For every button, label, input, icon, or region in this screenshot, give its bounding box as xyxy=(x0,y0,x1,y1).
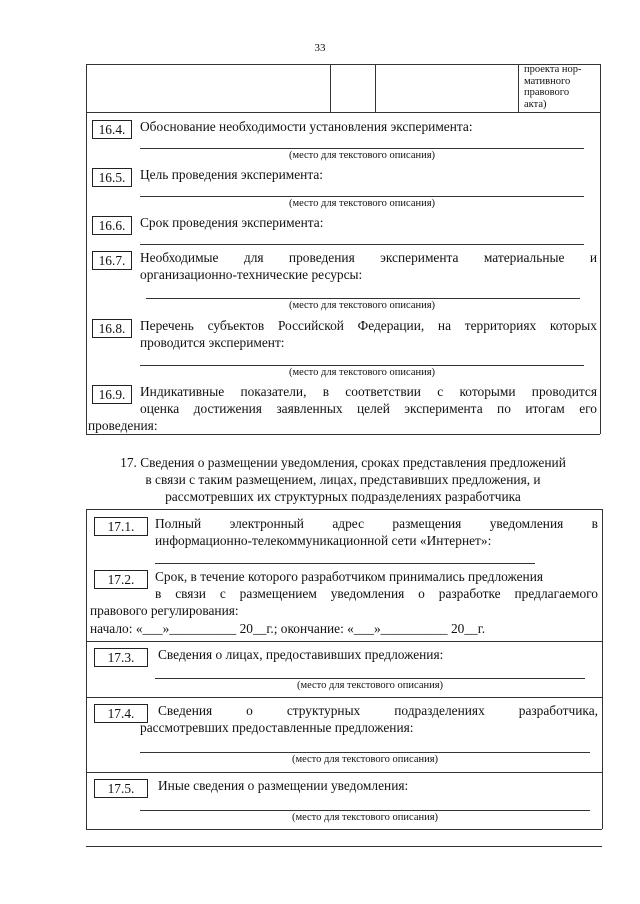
item-text-line4: начало: «___»__________ 20__г.; окончание: «___»__________ 20__г. xyxy=(90,621,486,636)
item-text-line1: Перечень субъектов Российской Федерации, на территориях которых xyxy=(140,318,597,333)
item-text-line2: рассмотревших предоставленные предложения: xyxy=(140,720,414,735)
item-text-line2: в связи с размещением уведомления о разработке предлагаемого xyxy=(155,586,598,601)
field-caption: (место для текстового описания) xyxy=(288,198,436,209)
text-field-line xyxy=(155,563,535,564)
field-caption: (место для текстового описания) xyxy=(288,367,436,378)
item-text-line1: Срок, в течение которого разработчиком принимались предложения xyxy=(155,569,544,584)
heading-line2: в связи с таким размещением, лицах, представивших предложения, и xyxy=(145,472,541,487)
item-number: 16.4. xyxy=(92,120,132,139)
item-number: 16.8. xyxy=(92,319,132,338)
item-text-line1: Сведения о структурных подразделениях разработчика, xyxy=(158,703,598,718)
field-caption: (место для текстового описания) xyxy=(291,812,439,823)
item-text: Обоснование необходимости установления эксперимента: xyxy=(140,119,473,134)
item-number: 16.6. xyxy=(92,216,132,235)
text-field-line xyxy=(155,678,585,679)
item-text-line2: оценка достижения заявленных целей эксперимента по итогам его xyxy=(140,401,597,416)
item-number: 17.5. xyxy=(94,779,148,798)
top-table-last-cell: проекта нор- мативного правового акта) xyxy=(524,64,582,110)
text-field-line xyxy=(140,365,584,366)
item-text-line2: организационно-технические ресурсы: xyxy=(140,267,363,282)
item-text: Срок проведения эксперимента: xyxy=(140,215,324,230)
text-field-line xyxy=(140,752,590,753)
item-number: 16.7. xyxy=(92,251,132,270)
field-caption: (место для текстового описания) xyxy=(288,150,436,161)
field-caption: (место для текстового описания) xyxy=(296,680,444,691)
field-caption: (место для текстового описания) xyxy=(291,754,439,765)
bottom-rule xyxy=(86,846,602,847)
item-text-line2: информационно-телекоммуникационной сети «Интернет»: xyxy=(155,533,492,548)
text-field-line xyxy=(140,196,584,197)
item-number: 16.5. xyxy=(92,168,132,187)
field-caption: (место для текстового описания) xyxy=(288,300,436,311)
page-number: 33 xyxy=(314,42,326,54)
item-number: 17.1. xyxy=(94,517,148,536)
heading-line1: 17. Сведения о размещении уведомления, сроках представления предложений xyxy=(120,455,566,470)
item-text-line2: проводится эксперимент: xyxy=(140,335,285,350)
item-text-line1: Полный электронный адрес размещения уведомления в xyxy=(155,516,598,531)
item-text: Иные сведения о размещении уведомления: xyxy=(158,778,409,793)
item-text: Сведения о лицах, предоставивших предложения: xyxy=(158,647,444,662)
item-number: 17.2. xyxy=(94,570,148,589)
text-field-line xyxy=(140,148,584,149)
text-field-line xyxy=(140,810,590,811)
item-text-line3: правового регулирования: xyxy=(90,603,239,618)
item-number: 16.9. xyxy=(92,385,132,404)
text-field-line xyxy=(140,244,584,245)
item-text-line3: проведения: xyxy=(88,418,158,433)
item-text-line1: Индикативные показатели, в соответствии с которыми проводится xyxy=(140,384,597,399)
item-text-line1: Необходимые для проведения эксперимента материальные и xyxy=(140,250,597,265)
text-field-line xyxy=(146,298,580,299)
item-number: 17.3. xyxy=(94,648,148,667)
item-number: 17.4. xyxy=(94,704,148,723)
item-text: Цель проведения эксперимента: xyxy=(140,167,324,182)
heading-line3: рассмотревших их структурных подразделениях разработчика xyxy=(165,489,521,504)
